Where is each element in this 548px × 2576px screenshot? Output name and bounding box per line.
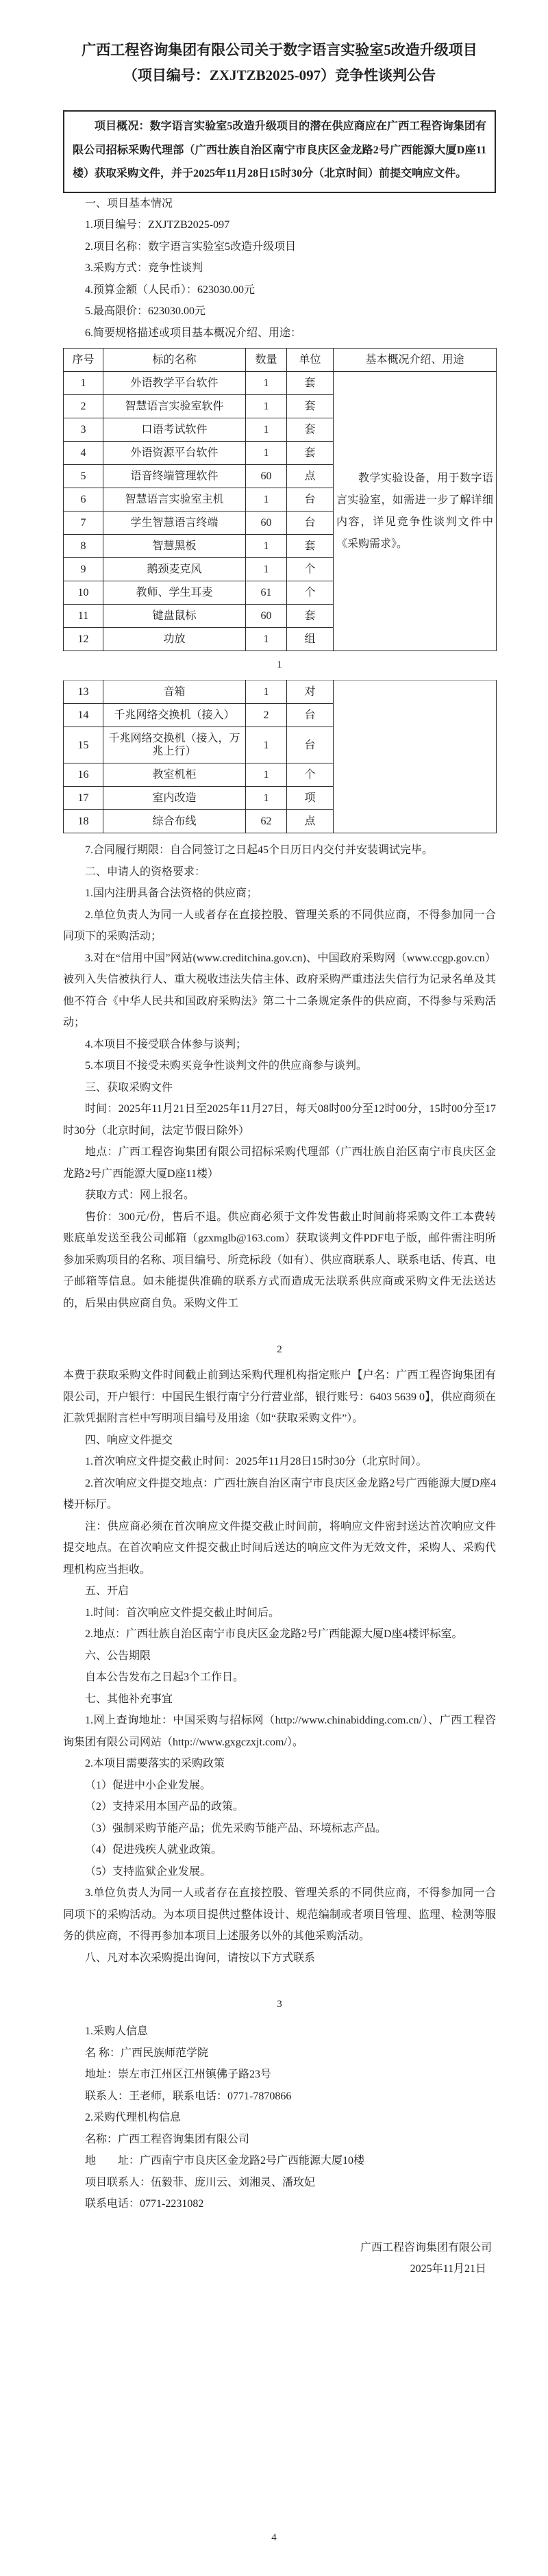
table-header-cell: 序号 bbox=[64, 349, 103, 372]
section7-paragraph: （2）支持采用本国产品的政策。 bbox=[85, 1801, 245, 1813]
section5-paragraph: 1.时间：首次响应文件提交截止时间后。 bbox=[85, 1606, 280, 1619]
document-title-line2: （项目编号：ZXJTZB2025-097）竞争性谈判公告 bbox=[123, 67, 436, 84]
section7-paragraph: 2.本项目需要落实的采购政策 bbox=[85, 1758, 225, 1769]
section1-item: 2.项目名称：数字语言实验室5改造升级项目 bbox=[85, 240, 297, 253]
table-cell: 套 bbox=[287, 442, 334, 465]
table-cell: 千兆网络交换机（接入） bbox=[103, 704, 246, 727]
table-cell: 62 bbox=[246, 810, 287, 833]
table-cell: 对 bbox=[287, 681, 334, 704]
table-cell: 10 bbox=[64, 581, 103, 605]
table-cell: 8 bbox=[64, 535, 103, 558]
table-cell: 60 bbox=[246, 605, 287, 628]
contact-info-line: 名 称：广西民族师范学院 bbox=[85, 2047, 209, 2059]
table-cell: 1 bbox=[246, 558, 287, 581]
table-cell: 1 bbox=[246, 442, 287, 465]
table-cell: 61 bbox=[246, 581, 287, 605]
section4-paragraph: 2.首次响应文件提交地点：广西壮族自治区南宁市良庆区金龙路2号广西能源大厦D座4楼开标厅。 bbox=[63, 1477, 496, 1511]
section6-heading: 六、公告期限 bbox=[85, 1650, 151, 1662]
contact-info-block bbox=[63, 2021, 496, 2215]
table-cell: 教室机柜 bbox=[103, 763, 246, 787]
section3-paragraphs bbox=[63, 1098, 496, 1314]
table-description-cell bbox=[334, 681, 497, 833]
table-cell: 1 bbox=[64, 372, 103, 395]
section6-paragraphs bbox=[63, 1667, 496, 1689]
document-title-line1: 广西工程咨询集团有限公司关于数字语言实验室5改造升级项目 bbox=[82, 42, 477, 58]
signature-company: 广西工程咨询集团有限公司 bbox=[360, 2241, 492, 2253]
section7-paragraph: 3.单位负责人为同一人或者存在直接控股、管理关系的不同供应商，不得参加同一合同项下的采购活动。为本项目提供过整体设计、规范编制或者项目管理、监理、检测等服务的供应商，不得再参加本项目上述服务以外的其他采购活动。 bbox=[63, 1887, 496, 1942]
table-header-cell: 数量 bbox=[246, 349, 287, 372]
table-cell: 键盘鼠标 bbox=[103, 605, 246, 628]
items-table-header bbox=[64, 349, 497, 372]
section1-item: 5.最高限价：623030.00元 bbox=[85, 305, 206, 317]
table-cell: 12 bbox=[64, 628, 103, 651]
table-cell: 个 bbox=[287, 581, 334, 605]
contact-info-line: 名称：广西工程咨询集团有限公司 bbox=[85, 2133, 250, 2145]
table-row bbox=[64, 372, 497, 395]
table-header-cell: 标的名称 bbox=[103, 349, 246, 372]
table-cell: 18 bbox=[64, 810, 103, 833]
table-cell: 1 bbox=[246, 628, 287, 651]
section4-paragraphs bbox=[63, 1451, 496, 1580]
section7-paragraph: （4）促进残疾人就业政策。 bbox=[85, 1844, 223, 1856]
table-cell: 11 bbox=[64, 605, 103, 628]
table-cell: 台 bbox=[287, 488, 334, 512]
table-cell: 套 bbox=[287, 395, 334, 418]
section1-item: 3.采购方式：竞争性谈判 bbox=[85, 262, 203, 274]
section2-item: 5.本项目不接受未购买竞争性谈判文件的供应商参与谈判。 bbox=[85, 1060, 368, 1072]
table-cell: 台 bbox=[287, 727, 334, 763]
section7-paragraphs bbox=[63, 1710, 496, 1947]
table-cell: 智慧语言实验室主机 bbox=[103, 488, 246, 512]
table-cell: 15 bbox=[64, 727, 103, 763]
table-cell: 7 bbox=[64, 512, 103, 535]
table-cell: 1 bbox=[246, 763, 287, 787]
table-cell: 组 bbox=[287, 628, 334, 651]
table-cell: 台 bbox=[287, 704, 334, 727]
table-cell: 6 bbox=[64, 488, 103, 512]
section2-items bbox=[63, 883, 496, 1077]
table-cell: 教师、学生耳麦 bbox=[103, 581, 246, 605]
section7-paragraph: （3）强制采购节能产品；优先采购节能产品、环境标志产品。 bbox=[85, 1822, 387, 1834]
table-cell: 综合布线 bbox=[103, 810, 246, 833]
table-cell: 鹅颈麦克风 bbox=[103, 558, 246, 581]
project-overview-box bbox=[63, 110, 496, 193]
table-cell: 学生智慧语言终端 bbox=[103, 512, 246, 535]
table-cell: 3 bbox=[64, 418, 103, 442]
page-number-4: 4 bbox=[271, 2532, 277, 2543]
table-cell: 1 bbox=[246, 372, 287, 395]
table-cell: 套 bbox=[287, 535, 334, 558]
table-cell: 1 bbox=[246, 535, 287, 558]
table-cell: 个 bbox=[287, 558, 334, 581]
table-cell: 口语考试软件 bbox=[103, 418, 246, 442]
contact-info-line: 联系电话：0771-2231082 bbox=[85, 2198, 204, 2210]
table-header-cell: 基本概况介绍、用途 bbox=[334, 349, 497, 372]
section1-item: 6.简要规格描述或项目基本概况介绍、用途： bbox=[85, 327, 302, 339]
table-cell: 个 bbox=[287, 763, 334, 787]
table-cell: 1 bbox=[246, 681, 287, 704]
signature-date: 2025年11月21日 bbox=[410, 2263, 486, 2275]
section2-item: 2.单位负责人为同一人或者存在直接控股、管理关系的不同供应商，不得参加同一合同项下的采购活动； bbox=[63, 909, 496, 942]
section1-items bbox=[63, 214, 496, 344]
table-cell: 14 bbox=[64, 704, 103, 727]
table-cell: 4 bbox=[64, 442, 103, 465]
table-description-text: 教学实验设备，用于数字语言实验室，如需进一步了解详细内容，详见竞争性谈判文件中《采购需求》。 bbox=[336, 472, 493, 550]
table-cell: 千兆网络交换机（接入，万兆上行） bbox=[103, 727, 246, 763]
section2-item: 1.国内注册具备合法资格的供应商； bbox=[85, 887, 258, 899]
page-number-2: 2 bbox=[277, 1344, 282, 1355]
table-cell: 智慧语言实验室软件 bbox=[103, 395, 246, 418]
table-cell: 5 bbox=[64, 465, 103, 488]
section3-continuation: 本费于获取采购文件时间截止前到达采购代理机构指定账户【户名：广西工程咨询集团有限公司，开户银行：中国民生银行南宁分行营业部，银行账号：6403 5639 0】，供应商须在汇款凭据附言栏中写明项目编号及用途（如“获取采购文件”）。 bbox=[63, 1369, 497, 1424]
table-cell: 1 bbox=[246, 727, 287, 763]
section2-item: 4.本项目不接受联合体参与谈判； bbox=[85, 1038, 247, 1050]
section5-paragraphs bbox=[63, 1602, 496, 1645]
section7-heading: 七、其他补充事宜 bbox=[85, 1693, 173, 1705]
contact-info-line: 2.采购代理机构信息 bbox=[85, 2112, 182, 2123]
table-cell: 点 bbox=[287, 465, 334, 488]
table-cell: 13 bbox=[64, 681, 103, 704]
items-table-part2 bbox=[63, 680, 497, 833]
table-cell: 1 bbox=[246, 395, 287, 418]
section3-paragraph: 售价：300元/份，售后不退。供应商必须于文件发售截止时间前将采购文件工本费转账底单发送至我公司邮箱（gzxmglb@163.com）获取谈判文件PDF电子版，邮件需注明所参加采购项目的名称、项目编号、所竞标段（如有）、供应商联系人、联系电话、传真、电子邮箱等信息。如未能提供准确的联系方式而造成无法联系供应商或采购文件无法送达的，后果由供应商自负。采购文件工 bbox=[63, 1211, 497, 1309]
section5-paragraph: 2.地点：广西壮族自治区南宁市良庆区金龙路2号广西能源大厦D座4楼评标室。 bbox=[85, 1628, 463, 1640]
section2-heading: 二、申请人的资格要求： bbox=[85, 866, 206, 878]
section7-paragraph: （5）支持监狱企业发展。 bbox=[85, 1865, 212, 1878]
table-cell: 17 bbox=[64, 787, 103, 810]
section5-heading: 五、开启 bbox=[85, 1585, 129, 1597]
section4-paragraph: 1.首次响应文件提交截止时间：2025年11月28日15时30分（北京时间）。 bbox=[85, 1456, 427, 1467]
table-cell: 1 bbox=[246, 418, 287, 442]
table-cell: 1 bbox=[246, 488, 287, 512]
table-cell: 外语资源平台软件 bbox=[103, 442, 246, 465]
items-table-body-part1 bbox=[64, 372, 497, 651]
section3-paragraph: 时间：2025年11月21日至2025年11月27日，每天08时00分至12时00分，15时00分至17时30分（北京时间，法定节假日除外） bbox=[63, 1103, 496, 1137]
table-cell: 室内改造 bbox=[103, 787, 246, 810]
project-overview-text: 项目概况：数字语言实验室5改造升级项目的潜在供应商应在广西工程咨询集团有限公司招标采购代理部（广西壮族自治区南宁市良庆区金龙路2号广西能源大厦D座11楼）获取采购文件，并于2025年11月28日15时30分（北京时间）前提交响应文件。 bbox=[73, 121, 486, 179]
table-cell: 套 bbox=[287, 418, 334, 442]
table-cell: 音箱 bbox=[103, 681, 246, 704]
table-cell: 语音终端管理软件 bbox=[103, 465, 246, 488]
section1-item: 4.预算金额（人民币）：623030.00元 bbox=[85, 283, 256, 296]
table-cell: 项 bbox=[287, 787, 334, 810]
contact-info-line: 项目联系人：伍毅菲、庞川云、刘湘灵、潘玫妃 bbox=[85, 2176, 316, 2188]
contract-period-item: 7.合同履行期限：自合同签订之日起45个日历日内交付并安装调试完毕。 bbox=[85, 844, 434, 856]
section6-paragraph: 自本公告发布之日起3个工作日。 bbox=[85, 1671, 245, 1683]
table-cell: 点 bbox=[287, 810, 334, 833]
table-cell: 套 bbox=[287, 605, 334, 628]
items-table-body-part2 bbox=[64, 681, 497, 833]
table-cell: 60 bbox=[246, 465, 287, 488]
table-header-row bbox=[64, 349, 497, 372]
section3-paragraph: 获取方式：网上报名。 bbox=[85, 1189, 195, 1201]
section7-paragraph: （1）促进中小企业发展。 bbox=[85, 1779, 212, 1791]
section1-item: 1.项目编号：ZXJTZB2025-097 bbox=[85, 219, 230, 231]
table-description-cell bbox=[334, 372, 497, 651]
contact-info-line: 地 址：广西南宁市良庆区金龙路2号广西能源大厦10楼 bbox=[85, 2155, 365, 2167]
section3-heading: 三、获取采购文件 bbox=[85, 1081, 173, 1094]
items-table-part1 bbox=[63, 348, 497, 651]
table-cell: 1 bbox=[246, 787, 287, 810]
table-row bbox=[64, 681, 497, 704]
section8-heading: 八、凡对本次采购提出询问，请按以下方式联系 bbox=[85, 1952, 316, 1964]
table-cell: 60 bbox=[246, 512, 287, 535]
table-cell: 功放 bbox=[103, 628, 246, 651]
table-cell: 台 bbox=[287, 512, 334, 535]
table-cell: 2 bbox=[64, 395, 103, 418]
contact-info-line: 联系人：王老师，联系电话：0771-7870866 bbox=[85, 2090, 292, 2102]
section7-paragraph: 1.网上查询地址：中国采购与招标网（http://www.chinabidding.com.cn/）、广西工程咨询集团有限公司网站（http://www.gxgczxjt.com/）。 bbox=[63, 1715, 496, 1748]
table-cell: 套 bbox=[287, 372, 334, 395]
page-number-3: 3 bbox=[277, 1999, 282, 2010]
table-cell: 9 bbox=[64, 558, 103, 581]
table-cell: 智慧黑板 bbox=[103, 535, 246, 558]
contact-info-line: 地址：崇左市江州区江州镇佛子路23号 bbox=[85, 2069, 272, 2080]
section4-heading: 四、响应文件提交 bbox=[85, 1434, 173, 1446]
table-cell: 2 bbox=[246, 704, 287, 727]
section1-heading: 一、项目基本情况 bbox=[85, 197, 173, 210]
section4-paragraph: 注：供应商必须在首次响应文件提交截止时间前，将响应文件密封送达首次响应文件提交地点。在首次响应文件提交截止时间后送达的响应文件为无效文件，采购人、采购代理机构应当拒收。 bbox=[63, 1520, 496, 1576]
page-number-1: 1 bbox=[277, 659, 282, 670]
section3-paragraph: 地点：广西工程咨询集团有限公司招标采购代理部（广西壮族自治区南宁市良庆区金龙路2号广西能源大厦D座11楼） bbox=[63, 1146, 496, 1180]
section2-item: 3.对在“信用中国”网站(www.creditchina.gov.cn)、中国政府采购网（www.ccgp.gov.cn）被列入失信被执行人、重大税收违法失信主体、政府采购严重违法失信行为记录名单及其他不符合《中华人民共和国政府采购法》第二十二条规定条件的供应商，不得参与采购活动； bbox=[63, 952, 496, 1028]
contact-info-line: 1.采购人信息 bbox=[85, 2025, 149, 2037]
table-cell: 外语教学平台软件 bbox=[103, 372, 246, 395]
table-header-cell: 单位 bbox=[287, 349, 334, 372]
table-cell: 16 bbox=[64, 763, 103, 787]
